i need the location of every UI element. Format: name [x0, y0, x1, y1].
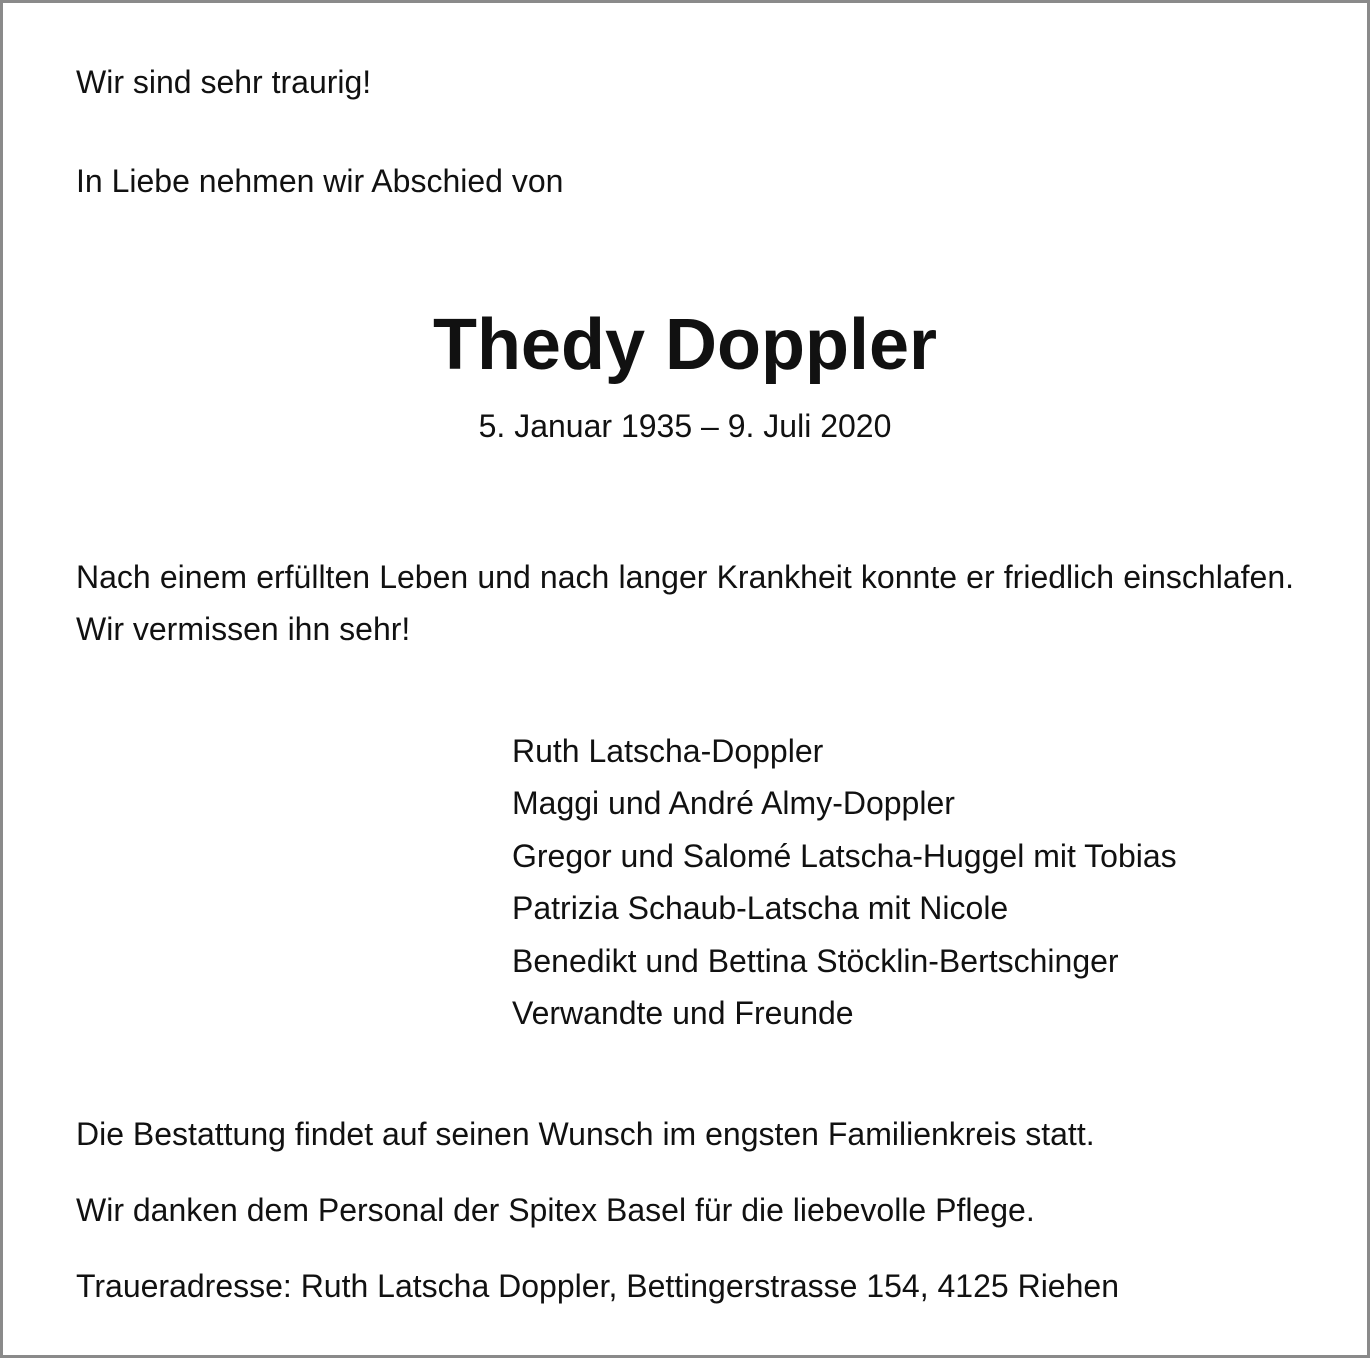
- mourner-entry: Ruth Latscha-Doppler: [512, 733, 824, 769]
- funeral-note: Die Bestattung findet auf seinen Wunsch im engsten Familienkreis statt.: [76, 1116, 1095, 1152]
- mourner-entry: Verwandte und Freunde: [512, 995, 854, 1032]
- deceased-name: Thedy Doppler: [432, 305, 938, 385]
- obituary-message: Nach einem erfüllten Leben und nach langer Krankheit konnte er friedlich einschlafen. Wir vermissen ihn sehr!: [76, 559, 1294, 647]
- mourners-list: [512, 725, 1177, 1039]
- mourner-entry: Patrizia Schaub-Latscha mit Nicole: [512, 890, 1009, 927]
- intro-line-farewell: In Liebe nehmen wir Abschied von: [76, 163, 564, 199]
- mourner-entry: Maggi und André Almy-Doppler: [512, 785, 955, 822]
- mourner-entry: Benedikt und Bettina Stöcklin-Bertschinger: [512, 942, 1119, 979]
- life-dates: 5. Januar 1935 – 9. Juli 2020: [478, 408, 892, 444]
- mourning-address: Traueradresse: Ruth Latscha Doppler, Bettingerstrasse 154, 4125 Riehen: [76, 1268, 1119, 1304]
- intro-line-sadness: Wir sind sehr traurig!: [76, 64, 372, 100]
- mourner-entry: Gregor und Salomé Latscha-Huggel mit Tobias: [512, 837, 1177, 874]
- thanks-note: Wir danken dem Personal der Spitex Basel für die liebevolle Pflege.: [76, 1192, 1035, 1228]
